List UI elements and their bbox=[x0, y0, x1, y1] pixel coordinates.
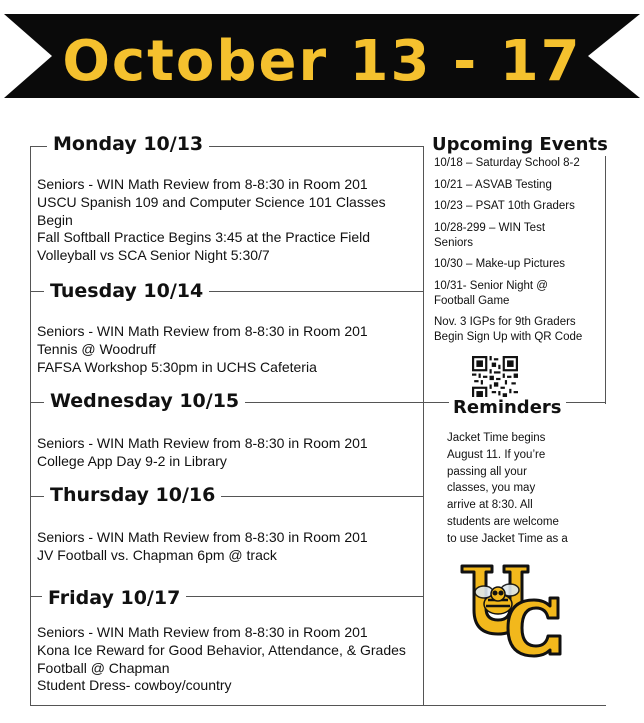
list-item: 10/23 – PSAT 10th Graders bbox=[434, 200, 575, 212]
list-item: Begin bbox=[37, 211, 73, 228]
list-item: Seniors - WIN Math Review from 8-8:30 in Room 201 bbox=[37, 323, 368, 339]
day-title-wednesday: Wednesday 10/15 bbox=[44, 389, 245, 413]
wednesday-events bbox=[37, 435, 422, 471]
list-item: Football @ Chapman bbox=[37, 659, 170, 676]
tuesday-events bbox=[37, 323, 422, 376]
list-item: Seniors - WIN Math Review from 8-8:30 in Room 201 bbox=[37, 529, 368, 545]
reminders-text: Jacket Time begins August 11. If you’re passing all your classes, you may arrive at 8:30. All students are welcome to use Jacket Time as a bbox=[447, 432, 568, 545]
day-title-friday: Friday 10/17 bbox=[42, 586, 186, 610]
list-item: Student Dress- cowboy/country bbox=[37, 677, 232, 694]
list-item: FAFSA Workshop 5:30pm in UCHS Cafeteria bbox=[37, 358, 317, 375]
list-item: 10/31- Senior Night @ Football Game bbox=[434, 279, 548, 307]
monday-events bbox=[37, 176, 422, 265]
day-title-monday: Monday 10/13 bbox=[47, 132, 209, 156]
list-item: 10/28-299 – WIN Test Seniors bbox=[434, 221, 546, 249]
day-title-tuesday: Tuesday 10/14 bbox=[44, 279, 209, 303]
upcoming-events-title: Upcoming Events bbox=[428, 134, 612, 156]
list-item: Fall Softball Practice Begins 3:45 at the Practice Field bbox=[37, 229, 371, 246]
list-item: 10/18 – Saturday School 8-2 bbox=[434, 157, 580, 169]
list-item: Seniors - WIN Math Review from 8-8:30 in Room 201 bbox=[37, 176, 368, 192]
list-item: Tennis @ Woodruff bbox=[37, 340, 156, 357]
page-title: October 13 - 17 bbox=[62, 29, 582, 94]
list-item: 10/21 – ASVAB Testing bbox=[434, 178, 552, 191]
list-item: USCU Spanish 109 and Computer Science 101 Classes bbox=[37, 193, 386, 210]
list-item: Volleyball vs SCA Senior Night 5:30/7 bbox=[37, 247, 270, 264]
left-border bbox=[30, 146, 31, 706]
yellow-jacket-mascot-icon bbox=[458, 558, 568, 658]
upcoming-events-list bbox=[434, 156, 609, 352]
list-item: Kona Ice Reward for Good Behavior, Attendance, & Grades bbox=[37, 641, 406, 658]
qr-code-icon[interactable] bbox=[472, 356, 518, 402]
bottom-border bbox=[30, 705, 606, 706]
list-item: 10/30 – Make-up Pictures bbox=[434, 258, 566, 270]
day-title-thursday: Thursday 10/16 bbox=[44, 483, 221, 507]
list-item: JV Football vs. Chapman 6pm @ track bbox=[37, 546, 277, 563]
thursday-events bbox=[37, 529, 422, 565]
logo-letter-c bbox=[508, 598, 560, 656]
list-item: Seniors - WIN Math Review from 8-8:30 in Room 201 bbox=[37, 624, 368, 640]
list-item: College App Day 9-2 in Library bbox=[37, 452, 227, 469]
column-divider bbox=[423, 146, 424, 706]
list-item: Seniors - WIN Math Review from 8-8:30 in Room 201 bbox=[37, 435, 368, 451]
list-item: Nov. 3 IGPs for 9th Graders Begin Sign Up with QR Code bbox=[434, 316, 583, 343]
reminders-title: Reminders bbox=[449, 397, 566, 419]
friday-events bbox=[37, 624, 422, 695]
